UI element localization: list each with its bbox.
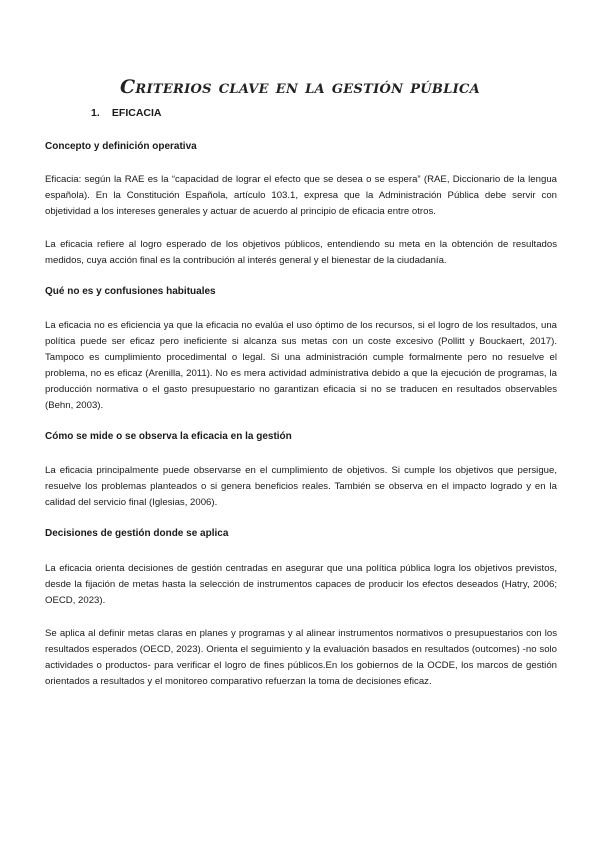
subsection-heading-medicion: Cómo se mide o se observa la eficacia en la gestión xyxy=(45,431,292,442)
subsection-heading-decisiones: Decisiones de gestión donde se aplica xyxy=(45,528,229,539)
subsection-heading-confusiones: Qué no es y confusiones habituales xyxy=(45,286,216,297)
paragraph-no-es-eficiencia: La eficacia no es eficiencia ya que la eficacia no evalúa el uso óptimo de los recursos, si el logro de los resultados, una política puede ser eficaz pero ineficiente si alcanza sus metas con un coste excesivo (Pollitt y Bouckaert, 2017). Tampoco es cumplimiento procedimental o legal. Si una administración cumple formalmente pero no resuelve el problema, no es eficaz (Arenilla, 2011). No es mera actividad administrativa debido a que la ejecución de programas, la producción normativa o el gasto presupuestario no garantizan eficacia si no se traducen en resultados observables (Behn, 2003). xyxy=(45,320,557,411)
paragraph-aplicacion: Se aplica al definir metas claras en planes y programas y al alinear instrumentos normativos o presupuestarios con los resultados esperados (OECD, 2023). Orienta el seguimiento y la evaluación basados en resultados (outcomes) -no solo actividades o productos- para verificar el logro de fines públicos.En los gobiernos de la OCDE, los marcos de gestión orientados a resultados y el monitoreo comparativo refuerzan la toma de decisiones eficaz. xyxy=(45,628,557,687)
paragraph-cumplimiento-objetivos: La eficacia principalmente puede observarse en el cumplimiento de objetivos. Si cumple los objetivos que persigue, resuelve los problemas planteados o si genera beneficios reales. También se observa en el impacto logrado y en la calidad del servicio final (Iglesias, 2006). xyxy=(45,465,557,508)
section-number: 1. xyxy=(91,107,100,119)
document-title: Criterios clave en la gestión pública xyxy=(119,76,481,98)
paragraph-orientacion: La eficacia orienta decisiones de gestión centradas en asegurar que una política pública logra los objetivos previstos, desde la fijación de metas hasta la selección de instrumentos capaces de producir los efectos deseados (Hatry, 2006; OECD, 2023). xyxy=(45,563,557,606)
paragraph-logro: La eficacia refiere al logro esperado de los objetivos públicos, entendiendo su meta en la obtención de resultados medidos, cuya acción final es la contribución al interés general y el bienestar de la ciudadanía. xyxy=(45,239,557,266)
paragraph-definicion: Eficacia: según la RAE es la “capacidad de lograr el efecto que se desea o se espera” (RAE, Diccionario de la lengua española). En la Constitución Española, artículo 103.1, expresa que la Administración Pública debe servir con objetividad a los intereses generales y actuar de acuerdo al principio de eficacia entre otros. xyxy=(45,174,557,217)
section-title: EFICACIA xyxy=(111,107,162,119)
subsection-heading-concepto: Concepto y definición operativa xyxy=(45,141,197,152)
section-heading xyxy=(91,107,162,119)
